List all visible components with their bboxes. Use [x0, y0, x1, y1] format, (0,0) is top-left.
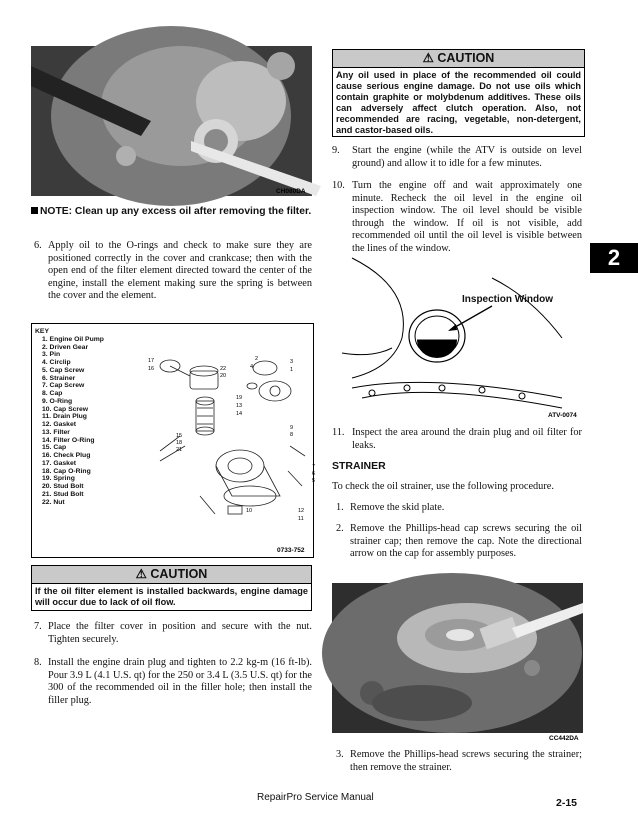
step-8 — [34, 657, 312, 707]
caution-text: Any oil used in place of the recommended oil could cause serious engine damage. Do not use oils which contain graphite or molybdenum additives. These oils can adversely affect clutch operation. Also, not recommended are racing, vegetable, non-detergent, and castor-based oils. — [336, 70, 581, 135]
callout-number: 19 — [236, 395, 243, 401]
callout-number: 17 — [148, 358, 155, 364]
step-10 — [332, 180, 582, 256]
step-text: Install the engine drain plug and tighten to 2.2 kg-m (16 ft-lb). Pour 3.9 L (4.1 U.S. qt) for the 250 or 3.4 L (3.5 U.S. qt) for the 300 of the recommended oil in the filler hole; then install the filler plug. — [48, 657, 312, 706]
caution-box-filter — [31, 565, 312, 611]
callout-number: 3 — [290, 359, 294, 365]
footer-manual-title: RepairPro Service Manual — [257, 792, 374, 803]
strainer-step-2 — [336, 523, 582, 561]
callout-number: 8 — [290, 432, 294, 438]
step-number: 6. — [34, 240, 42, 251]
step-text: Place the filter cover in position and secure with the nut. Tighten securely. — [48, 621, 312, 645]
note-prefix: NOTE: — [40, 206, 73, 217]
callout-number: 16 — [148, 366, 155, 372]
warning-triangle-icon: ⚠ — [422, 51, 434, 65]
key-item: 9. O-Ring — [42, 397, 73, 405]
callout-number: 12 — [298, 508, 305, 514]
key-item: 16. Check Plug — [42, 452, 91, 459]
key-item: 21. Stud Bolt — [42, 490, 84, 498]
step-9 — [332, 145, 582, 170]
key-item: 1. Engine Oil Pump — [42, 335, 104, 343]
key-item: 22. Nut — [42, 498, 65, 506]
step-text: Remove the skid plate. — [350, 502, 445, 513]
photo-label: CH080DA — [276, 188, 306, 195]
photo-label: CC442DA — [549, 735, 579, 742]
note-text: Clean up any excess oil after removing the filter. — [74, 206, 312, 217]
caution-header — [333, 50, 584, 68]
step-text: Remove the Phillips-head screws securing the strainer; then remove the strainer. — [350, 749, 582, 773]
key-item: 11. Drain Plug — [42, 413, 87, 421]
key-item: 14. Filter O-Ring — [42, 436, 95, 444]
key-item: 10. Cap Screw — [42, 405, 89, 413]
step-number: 7. — [34, 621, 42, 632]
strainer-heading: STRAINER — [332, 460, 386, 472]
key-item: 12. Gasket — [42, 421, 77, 428]
note-block — [31, 206, 312, 219]
callout-number: 1 — [290, 367, 294, 373]
key-item: 8. Cap — [42, 390, 63, 397]
callout-number: 14 — [236, 411, 243, 417]
step-text: Apply oil to the O-rings and check to make sure they are positioned correctly in the cover and crankcase; then with the open end of the filter element directed toward the center of the engine, install the element making sure the spring is between the cover and the element. — [48, 240, 312, 302]
key-item: 6. Strainer — [42, 374, 76, 382]
caution-box-oil — [332, 49, 585, 137]
callout-number: 7 — [312, 464, 316, 470]
step-7 — [34, 621, 312, 646]
strainer-intro: To check the oil strainer, use the following procedure. — [332, 481, 554, 492]
exploded-view-art — [140, 346, 316, 531]
oil-filter-photo-art — [31, 46, 312, 196]
step-text: Start the engine (while the ATV is outside on level ground) and allow it to idle for a few minutes. — [352, 145, 582, 169]
step-number: 8. — [34, 657, 42, 668]
callout-number: 10 — [246, 508, 253, 514]
strainer-photo-art — [332, 583, 583, 733]
step-11 — [332, 427, 582, 452]
diagram-key — [35, 328, 145, 506]
step-number: 1. — [336, 502, 344, 513]
step-number: 11. — [332, 427, 345, 438]
callout-number: 11 — [298, 516, 304, 522]
callout-number: 4 — [250, 364, 254, 370]
callout-number: 9 — [290, 425, 294, 431]
key-item: 20. Stud Bolt — [42, 483, 84, 490]
oil-filter-photo — [31, 46, 312, 196]
step-text: Inspect the area around the drain plug and oil filter for leaks. — [352, 427, 582, 451]
chapter-tab: 2 — [590, 243, 638, 273]
callout-number: 6 — [312, 471, 316, 477]
step-number: 9. — [332, 145, 340, 156]
strainer-step-3 — [336, 749, 582, 774]
diagram-label: 0733-752 — [277, 547, 305, 554]
step-number: 2. — [336, 523, 344, 534]
step-6 — [34, 240, 312, 303]
caution-text: If the oil filter element is installed backwards, engine damage will occur due to lack of oil flow. — [35, 586, 308, 607]
callout-number: 21 — [176, 447, 183, 453]
inspection-window-callout: Inspection Window — [462, 294, 554, 305]
strainer-photo — [332, 583, 583, 733]
callout-number: 13 — [236, 403, 243, 409]
key-item: 7. Cap Screw — [42, 382, 85, 390]
callout-number: 22 — [220, 366, 227, 372]
key-item: 15. Cap — [42, 444, 67, 452]
callout-number: 18 — [176, 440, 183, 446]
caution-title: CAUTION — [437, 51, 495, 65]
key-item: 2. Driven Gear — [42, 343, 89, 351]
step-text: Remove the Phillips-head cap screws securing the oil strainer cap; then remove the cap. Note the directional arrow on the cap for assembly purposes. — [350, 523, 582, 560]
caution-title: CAUTION — [150, 567, 208, 581]
key-item: 4. Circlip — [42, 359, 71, 366]
key-item: 18. Cap O-Ring — [42, 467, 91, 475]
inspection-window-art — [332, 258, 583, 421]
black-square-icon — [31, 207, 38, 214]
strainer-step-1 — [336, 502, 582, 515]
callout-number: 15 — [176, 433, 183, 439]
callout-number: 20 — [220, 373, 227, 379]
key-item: 5. Cap Screw — [42, 366, 85, 374]
caution-header — [32, 566, 311, 584]
page-number: 2-15 — [556, 797, 578, 809]
exploded-diagram-box — [31, 323, 314, 558]
key-title: KEY — [35, 328, 49, 335]
figure-label: ATV-0074 — [548, 412, 577, 419]
inspection-window-figure — [332, 258, 583, 421]
step-text: Turn the engine off and wait approximately one minute. Recheck the oil level in the engine oil inspection window. The oil level should be visible through the window. If oil is not visible, add recommended oil until the oil level is visible between the lines of the window. — [352, 180, 582, 254]
key-item: 19. Spring — [42, 475, 75, 483]
warning-triangle-icon: ⚠ — [135, 567, 147, 581]
step-number: 10. — [332, 180, 345, 191]
callout-number: 2 — [255, 356, 259, 362]
callout-number: 5 — [312, 478, 316, 484]
key-item: 17. Gasket — [42, 459, 77, 467]
key-item: 13. Filter — [42, 428, 70, 436]
key-item: 3. Pin — [42, 351, 61, 359]
step-number: 3. — [336, 749, 344, 760]
